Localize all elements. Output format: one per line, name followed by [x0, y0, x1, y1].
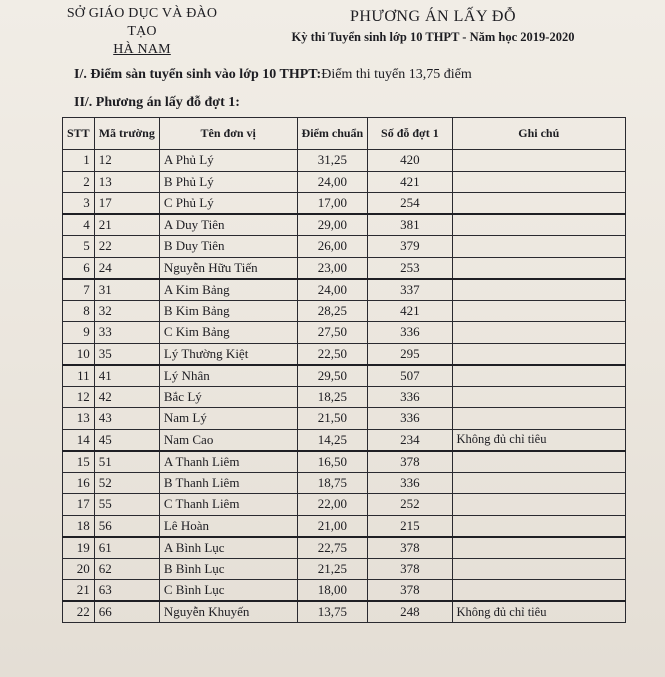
cell-school-code: 62: [94, 558, 159, 580]
header-school-code: Mã trường: [94, 118, 159, 150]
cell-note: Không đủ chỉ tiêu: [452, 429, 625, 451]
cell-stt: 17: [63, 494, 95, 516]
cell-admitted-count: 507: [368, 365, 452, 387]
cell-cutoff-score: 17,00: [297, 193, 368, 215]
cell-unit-name: Lê Hoàn: [159, 515, 297, 537]
cell-stt: 19: [63, 537, 95, 559]
cell-admitted-count: 252: [368, 494, 452, 516]
cell-unit-name: Nam Cao: [159, 429, 297, 451]
cell-school-code: 17: [94, 193, 159, 215]
table-row: [63, 601, 626, 623]
cell-stt: 11: [63, 365, 95, 387]
table-row: [63, 472, 626, 494]
cell-admitted-count: 421: [368, 300, 452, 322]
cell-stt: 8: [63, 300, 95, 322]
cell-stt: 10: [63, 343, 95, 365]
cell-admitted-count: 295: [368, 343, 452, 365]
cell-school-code: 63: [94, 580, 159, 602]
cell-note: [452, 386, 625, 408]
section-1: [74, 67, 472, 83]
table-row: [63, 236, 626, 258]
cell-stt: 5: [63, 236, 95, 258]
cell-unit-name: C Bình Lục: [159, 580, 297, 602]
cell-stt: 7: [63, 279, 95, 301]
cell-cutoff-score: 13,75: [297, 601, 368, 623]
cell-unit-name: C Kim Bảng: [159, 322, 297, 344]
table-row: [63, 365, 626, 387]
org-name: SỞ GIÁO DỤC VÀ ĐÀO TẠO: [66, 6, 218, 39]
cell-unit-name: Nguyễn Khuyến: [159, 601, 297, 623]
cell-unit-name: B Duy Tiên: [159, 236, 297, 258]
cell-school-code: 13: [94, 171, 159, 193]
table-row: [63, 322, 626, 344]
section-1-label: I/. Điểm sàn tuyển sinh vào lớp 10 THPT:: [74, 67, 322, 82]
cell-note: [452, 300, 625, 322]
cell-note: [452, 214, 625, 236]
cell-admitted-count: 254: [368, 193, 452, 215]
cell-unit-name: Bắc Lý: [159, 386, 297, 408]
table-row: [63, 451, 626, 473]
cell-cutoff-score: 22,75: [297, 537, 368, 559]
cell-school-code: 12: [94, 150, 159, 172]
table-row: [63, 408, 626, 430]
cell-note: [452, 558, 625, 580]
cell-stt: 9: [63, 322, 95, 344]
cell-school-code: 55: [94, 494, 159, 516]
cell-note: [452, 451, 625, 473]
cell-unit-name: B Phủ Lý: [159, 171, 297, 193]
cell-note: [452, 365, 625, 387]
cell-admitted-count: 253: [368, 257, 452, 279]
table-header-row: [63, 118, 626, 150]
cell-unit-name: A Duy Tiên: [159, 214, 297, 236]
cell-cutoff-score: 22,00: [297, 494, 368, 516]
cell-unit-name: A Phủ Lý: [159, 150, 297, 172]
cell-unit-name: Nam Lý: [159, 408, 297, 430]
table-body: [63, 150, 626, 623]
cell-school-code: 56: [94, 515, 159, 537]
cell-unit-name: C Thanh Liêm: [159, 494, 297, 516]
table-row: [63, 558, 626, 580]
document-title: PHƯƠNG ÁN LẤY ĐỖ: [349, 8, 517, 25]
cell-note: [452, 279, 625, 301]
cell-admitted-count: 378: [368, 580, 452, 602]
cell-note: [452, 171, 625, 193]
cell-school-code: 21: [94, 214, 159, 236]
cell-stt: 21: [63, 580, 95, 602]
document-heading: [248, 8, 618, 45]
table-row: [63, 494, 626, 516]
cell-note: [452, 515, 625, 537]
cell-admitted-count: 336: [368, 408, 452, 430]
cell-unit-name: Lý Nhân: [159, 365, 297, 387]
table-row: [63, 171, 626, 193]
cell-unit-name: A Kim Bảng: [159, 279, 297, 301]
cell-stt: 20: [63, 558, 95, 580]
table-row: [63, 214, 626, 236]
cell-stt: 4: [63, 214, 95, 236]
cell-admitted-count: 378: [368, 451, 452, 473]
cell-admitted-count: 381: [368, 214, 452, 236]
cell-unit-name: C Phủ Lý: [159, 193, 297, 215]
cell-note: [452, 472, 625, 494]
cell-school-code: 51: [94, 451, 159, 473]
header-cutoff-score: Điểm chuẩn: [297, 118, 368, 150]
cell-stt: 18: [63, 515, 95, 537]
section-2-label: II/. Phương án lấy đỗ đợt 1:: [74, 95, 240, 110]
cell-note: Không đủ chỉ tiêu: [452, 601, 625, 623]
cell-note: [452, 322, 625, 344]
cell-cutoff-score: 31,25: [297, 150, 368, 172]
cell-cutoff-score: 27,50: [297, 322, 368, 344]
cell-unit-name: A Thanh Liêm: [159, 451, 297, 473]
table-row: [63, 343, 626, 365]
table-row: [63, 386, 626, 408]
cell-school-code: 41: [94, 365, 159, 387]
cell-admitted-count: 420: [368, 150, 452, 172]
org-province: HÀ NAM: [113, 42, 171, 57]
cell-stt: 12: [63, 386, 95, 408]
cell-admitted-count: 336: [368, 386, 452, 408]
cell-school-code: 45: [94, 429, 159, 451]
header-stt: STT: [63, 118, 95, 150]
cell-cutoff-score: 21,00: [297, 515, 368, 537]
header-admitted-count: Số đỗ đợt 1: [368, 118, 452, 150]
cell-note: [452, 343, 625, 365]
cell-school-code: 66: [94, 601, 159, 623]
cell-note: [452, 257, 625, 279]
header-unit-name: Tên đơn vị: [159, 118, 297, 150]
cell-school-code: 22: [94, 236, 159, 258]
cell-cutoff-score: 24,00: [297, 171, 368, 193]
cell-note: [452, 537, 625, 559]
cell-stt: 6: [63, 257, 95, 279]
cell-stt: 2: [63, 171, 95, 193]
cell-school-code: 42: [94, 386, 159, 408]
table-row: [63, 300, 626, 322]
cell-note: [452, 193, 625, 215]
table-row: [63, 257, 626, 279]
table-row: [63, 580, 626, 602]
admission-table: [62, 117, 626, 623]
cell-cutoff-score: 22,50: [297, 343, 368, 365]
cell-admitted-count: 234: [368, 429, 452, 451]
cell-admitted-count: 248: [368, 601, 452, 623]
cell-note: [452, 408, 625, 430]
table-row: [63, 515, 626, 537]
document-subtitle: Kỳ thi Tuyển sinh lớp 10 THPT - Năm học 2019-2020: [291, 30, 575, 44]
cell-cutoff-score: 29,50: [297, 365, 368, 387]
cell-school-code: 32: [94, 300, 159, 322]
cell-school-code: 35: [94, 343, 159, 365]
cell-stt: 22: [63, 601, 95, 623]
cell-cutoff-score: 21,25: [297, 558, 368, 580]
cell-admitted-count: 215: [368, 515, 452, 537]
cell-stt: 14: [63, 429, 95, 451]
cell-stt: 3: [63, 193, 95, 215]
cell-unit-name: B Thanh Liêm: [159, 472, 297, 494]
cell-cutoff-score: 23,00: [297, 257, 368, 279]
cell-unit-name: B Bình Lục: [159, 558, 297, 580]
cell-stt: 1: [63, 150, 95, 172]
header-note: Ghi chú: [452, 118, 625, 150]
cell-cutoff-score: 16,50: [297, 451, 368, 473]
cell-admitted-count: 336: [368, 472, 452, 494]
cell-stt: 13: [63, 408, 95, 430]
cell-unit-name: Lý Thường Kiệt: [159, 343, 297, 365]
cell-cutoff-score: 28,25: [297, 300, 368, 322]
cell-admitted-count: 378: [368, 537, 452, 559]
cell-admitted-count: 378: [368, 558, 452, 580]
cell-school-code: 52: [94, 472, 159, 494]
cell-school-code: 31: [94, 279, 159, 301]
table-row: [63, 150, 626, 172]
cell-school-code: 33: [94, 322, 159, 344]
cell-school-code: 61: [94, 537, 159, 559]
cell-stt: 16: [63, 472, 95, 494]
cell-admitted-count: 336: [368, 322, 452, 344]
cell-cutoff-score: 21,50: [297, 408, 368, 430]
cell-school-code: 24: [94, 257, 159, 279]
cell-cutoff-score: 18,25: [297, 386, 368, 408]
cell-cutoff-score: 18,75: [297, 472, 368, 494]
cell-note: [452, 236, 625, 258]
cell-cutoff-score: 14,25: [297, 429, 368, 451]
cell-cutoff-score: 29,00: [297, 214, 368, 236]
table-row: [63, 429, 626, 451]
cell-unit-name: B Kim Bảng: [159, 300, 297, 322]
cell-admitted-count: 337: [368, 279, 452, 301]
cell-note: [452, 580, 625, 602]
issuing-authority: [52, 5, 232, 59]
cell-admitted-count: 379: [368, 236, 452, 258]
section-1-value: Điểm thi tuyển 13,75 điểm: [321, 67, 472, 82]
cell-cutoff-score: 24,00: [297, 279, 368, 301]
table-row: [63, 537, 626, 559]
table-row: [63, 193, 626, 215]
cell-admitted-count: 421: [368, 171, 452, 193]
cell-cutoff-score: 18,00: [297, 580, 368, 602]
table-row: [63, 279, 626, 301]
cell-cutoff-score: 26,00: [297, 236, 368, 258]
cell-note: [452, 494, 625, 516]
cell-stt: 15: [63, 451, 95, 473]
cell-unit-name: Nguyễn Hữu Tiến: [159, 257, 297, 279]
cell-note: [452, 150, 625, 172]
cell-school-code: 43: [94, 408, 159, 430]
cell-unit-name: A Bình Lục: [159, 537, 297, 559]
